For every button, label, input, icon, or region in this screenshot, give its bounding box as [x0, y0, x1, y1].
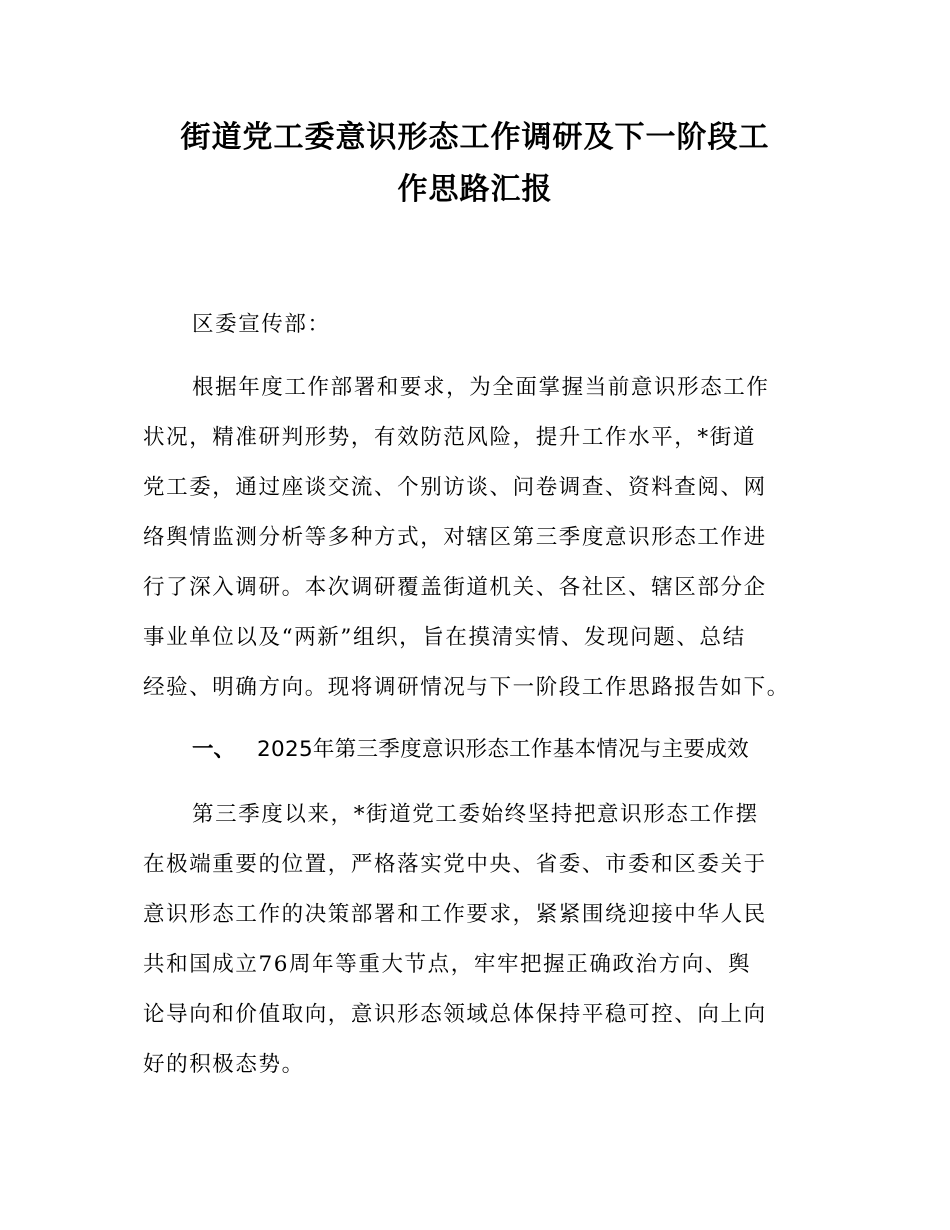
intro-line-3: 党工委，通过座谈交流、个别访谈、问卷调查、资料查阅、网 — [143, 475, 767, 500]
section-1-heading — [192, 735, 749, 765]
salutation: 区委宣传部： — [192, 312, 331, 337]
title-line-2: 作思路汇报 — [397, 172, 553, 207]
section-1-line-3: 意识形态工作的决策部署和工作要求，紧紧围绕迎接中华人民 — [143, 902, 767, 927]
section-1-line-4: 共和国成立76周年等重大节点，牢牢把握正确政治方向、舆 — [143, 952, 752, 977]
section-1-line-1: 第三季度以来，*街道党工委始终坚持把意识形态工作摆 — [192, 802, 759, 827]
intro-line-4: 络舆情监测分析等多种方式，对辖区第三季度意识形态工作进 — [143, 525, 767, 550]
section-1-line-5: 论导向和价值取向，意识形态领域总体保持平稳可控、向上向 — [143, 1002, 767, 1027]
document-title — [120, 112, 830, 216]
section-1-number: 一、 — [192, 737, 236, 762]
intro-line-1: 根据年度工作部署和要求，为全面掌握当前意识形态工作 — [192, 375, 770, 400]
section-1-line-2: 在极端重要的位置，严格落实党中央、省委、市委和区委关于 — [143, 852, 767, 877]
intro-line-6: 事业单位以及“两新”组织，旨在摸清实情、发现问题、总结 — [143, 625, 746, 650]
intro-line-5: 行了深入调研。本次调研覆盖街道机关、各社区、辖区部分企 — [143, 575, 767, 600]
section-1-line-6: 好的积极态势。 — [143, 1052, 305, 1077]
section-1-heading-text: 2025年第三季度意识形态工作基本情况与主要成效 — [257, 737, 749, 762]
intro-line-7: 经验、明确方向。现将调研情况与下一阶段工作思路报告如下。 — [143, 675, 790, 700]
intro-line-2: 状况，精准研判形势，有效防范风险，提升工作水平，*街道 — [143, 425, 756, 450]
title-line-1: 街道党工委意识形态工作调研及下一阶段工 — [180, 120, 770, 155]
